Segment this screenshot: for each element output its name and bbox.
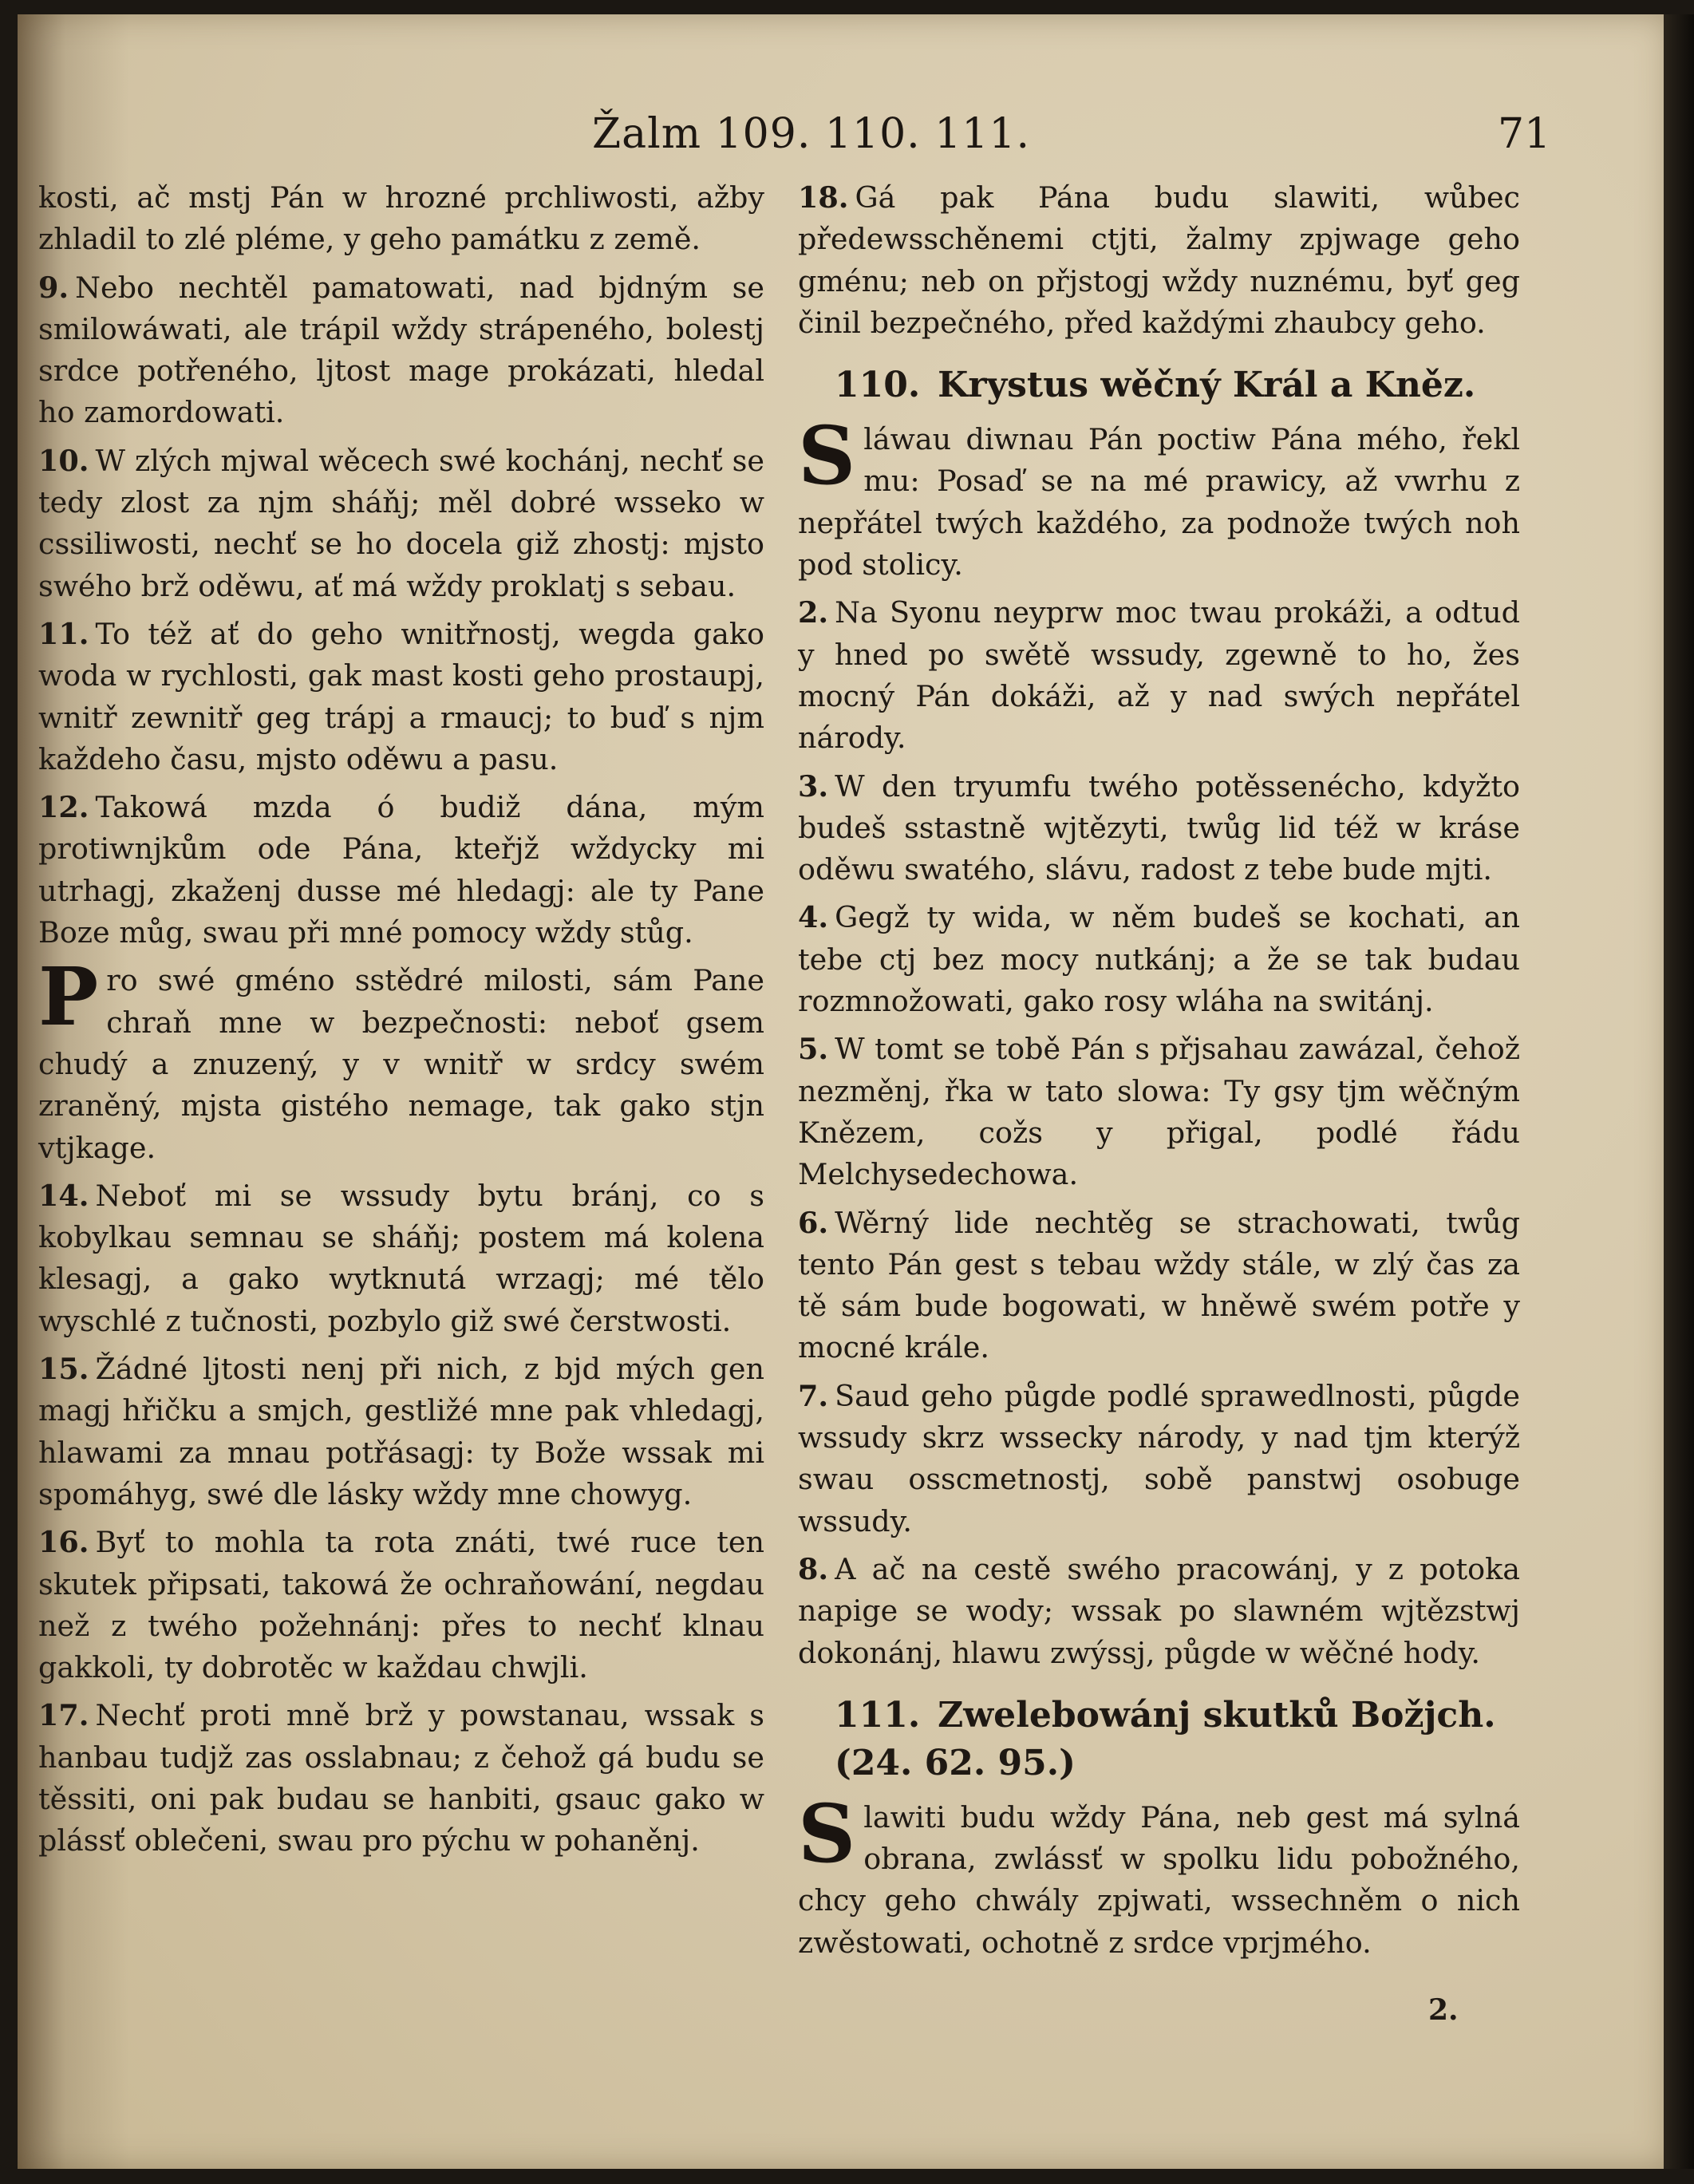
ps109-verse-0: [798, 177, 1520, 344]
verse-number: 14.: [38, 1178, 89, 1213]
left-verse-1: [38, 267, 764, 434]
verse-text: Nebo nechtěl pamatowati, nad bjdným se smilowáwati, ale trápil wždy strápeného, bolestj srdce potřeného, ljtost mage prokázati, hledal ho zamordowati.: [38, 270, 764, 430]
ps110-verse-7: [798, 1549, 1520, 1674]
ps110-verse-4: [798, 1029, 1520, 1195]
verse-number: 3.: [798, 768, 829, 804]
drop-cap: S: [798, 409, 856, 504]
ps110-verse-6: [798, 1376, 1520, 1542]
left-verse-0: [38, 177, 764, 261]
psalm-110-heading: [835, 361, 1520, 409]
verse-text: Nechť proti mně brž y powstanau, wssak s hanbau tudjž zas osslabnau; z čehož gá budu se těssiti, oni pak budau se hanbiti, gsauc gako w plássť oblečeni, swau pro pýchu w pohaněnj.: [38, 1698, 764, 1858]
verse-text: láwau diwnau Pán poctiw Pána mého, řekl mu: Posaď se na mé prawicy, až vwrhu z nepřátel twých každého, za podnože twých noh pod stolicy.: [798, 422, 1520, 583]
verse-text: Žádné ljtosti nenj při nich, z bjd mých gen magj hřičku a smjch, gestližé mne pak vhledagj, hlawami za mnau potřásagj: ty Bože wssak mi spomáhyg, swé dle lásky wždy mne chowyg.: [38, 1352, 764, 1511]
psalm-number: 110.: [835, 365, 921, 406]
left-verse-2: [38, 440, 764, 607]
verse-text: To též ať do geho wnitřnostj, wegda gako woda w rychlosti, gak mast kosti geho prostaupj, wnitř zewnitř geg trápj a rmaucj; to buď s njm každeho času, mjsto oděwu a pasu.: [38, 616, 764, 776]
ps110-verse-3: [798, 897, 1520, 1022]
verse-text: Gegž ty wida, w něm budeš se kochati, an tebe ctj bez mocy nutkánj; a že se tak budau rozmnožowati, gako rosy wláha na switánj.: [798, 900, 1520, 1019]
verse-text: Neboť mi se wssudy bytu bránj, co s kobylkau semnau se sháňj; postem má kolena klesagj, a gako wytknutá wrzagj; mé tělo wyschlé z tučnosti, pozbylo giž swé čerstwosti.: [38, 1178, 764, 1338]
verse-text: W tomt se tobě Pán s přjsahau zawázal, čehož nezměnj, řka w tato slowa: Ty gsy tjm wěčným Knězem, cožs y přigal, podlé řádu Melchysedechowa.: [798, 1032, 1520, 1192]
verse-number: 5.: [798, 1032, 829, 1067]
drop-cap: S: [798, 1786, 856, 1881]
left-verse-5: [38, 950, 764, 1168]
verse-number: 4.: [798, 900, 829, 935]
ps110-verse-2: [798, 766, 1520, 891]
left-verse-7: [38, 1349, 764, 1515]
verse-number: 10.: [38, 443, 89, 478]
left-column: [38, 177, 764, 1869]
verse-text: Saud geho půgde podlé sprawedlnosti, půgde wssudy skrz wssecky národy, y nad tjm kterýž swau osscmetnostj, sobě panstwj osobuge wssudy.: [798, 1378, 1520, 1538]
running-title: Žalm 109. 110. 111.: [592, 110, 1031, 158]
psalm-111-heading: [835, 1692, 1520, 1787]
psalm-title: Zwelebowánj skutků Božjch. (24. 62. 95.): [835, 1694, 1496, 1783]
page-number: 71: [1498, 110, 1551, 158]
verse-text: A ač na cestě swého pracowánj, y z potoka napige se wody; wssak po slawném wjtězstwj dokonánj, hlawu zwýssj, půgde w wěčné hody.: [798, 1551, 1520, 1670]
verse-text: kosti, ač mstj Pán w hrozné prchliwosti, ažby zhladil to zlé pléme, y geho památku z země.: [38, 180, 764, 257]
verse-text: lawiti budu wždy Pána, neb gest má sylná obrana, zwlássť w spolku lidu pobožného, chcy geho chwály zpjwati, wssechněm o nich zwěstowati, ochotně z srdce vprjmého.: [798, 1799, 1520, 1960]
verse-text: Na Syonu neyprw moc twau prokáži, a odtud y hned po swětě wssudy, zgewně to ho, žes mocný Pán dokáži, až y nad swých nepřátel národy.: [798, 595, 1520, 756]
verse-number: 2.: [798, 595, 829, 630]
ps110-verse-1: [798, 592, 1520, 759]
verse-text: W den tryumfu twého potěssenécho, kdyžto budeš sstastně wjtězyti, twůg lid též w kráse oděwu swatého, slávu, radost z tebe bude mjti.: [798, 768, 1520, 887]
verse-number: 9.: [38, 270, 69, 305]
verse-number: 16.: [38, 1525, 89, 1560]
left-verse-6: [38, 1175, 764, 1342]
verse-number: 7.: [798, 1378, 829, 1413]
verse-text: Gá pak Pána budu slawiti, wůbec předewsschěnemi ctjti, žalmy zpjwage geho gménu; neb on přjstogj wždy nuznému, byť geg činil bezpečného, před každými zhaubcy geho.: [798, 180, 1520, 340]
verse-text: ro swé gméno sstědré milosti, sám Pane chraň mne w bezpečnosti: neboť gsem chudý a znuzený, y v wnitř w srdcy swém zraněný, mjsta gistého nemage, tak gako stjn vtjkage.: [38, 963, 764, 1165]
verse-number: 18.: [798, 180, 849, 215]
ps111-verse-0: [798, 1786, 1520, 1964]
verse-text: Wěrný lide nechtěg se strachowati, twůg tento Pán gest s tebau wždy stále, w zlý čas za tě sám bude bogowati, w hněwě swém potře y mocné krále.: [798, 1205, 1520, 1365]
verse-text: Byť to mohla ta rota znáti, twé ruce ten skutek připsati, takowá že ochraňowání, negdau než z twého požehnánj: přes to nechť klnau gakkoli, ty dobrotěc w každau chwjli.: [38, 1525, 764, 1685]
right-column: [798, 177, 1520, 1970]
verse-number: 17.: [38, 1698, 89, 1733]
catchword: 2.: [1428, 1993, 1459, 2027]
psalm-title: Krystus wěčný Král a Kněz.: [938, 365, 1476, 406]
left-verse-9: [38, 1695, 764, 1862]
verse-number: 6.: [798, 1205, 829, 1240]
verse-text: W zlých mjwal wěcech swé kochánj, nechť se tedy zlost za njm sháňj; měl dobré wsseko w cssiliwosti, nechť se ho docela giž zhostj: mjsto swého brž oděwu, ať má wždy proklatj s sebau.: [38, 443, 764, 603]
verse-number: 12.: [38, 790, 89, 825]
verse-number: 8.: [798, 1551, 829, 1586]
drop-cap: P: [38, 950, 99, 1045]
verse-number: 11.: [38, 616, 89, 651]
book-edge: [1664, 14, 1694, 2169]
left-verse-8: [38, 1522, 764, 1688]
verse-text: Takowá mzda ó budiž dána, mým protiwnjkům ode Pána, kteřjž wždycky mi utrhagj, zkaženj dusse mé hledagj: ale ty Pane Boze můg, swau při mné pomocy wždy stůg.: [38, 790, 764, 950]
left-verse-3: [38, 614, 764, 780]
psalm-number: 111.: [835, 1694, 921, 1736]
page-header: [18, 110, 1669, 166]
ps110-verse-0: [798, 409, 1520, 586]
ps110-verse-5: [798, 1203, 1520, 1369]
left-verse-4: [38, 787, 764, 954]
verse-number: 15.: [38, 1352, 89, 1387]
